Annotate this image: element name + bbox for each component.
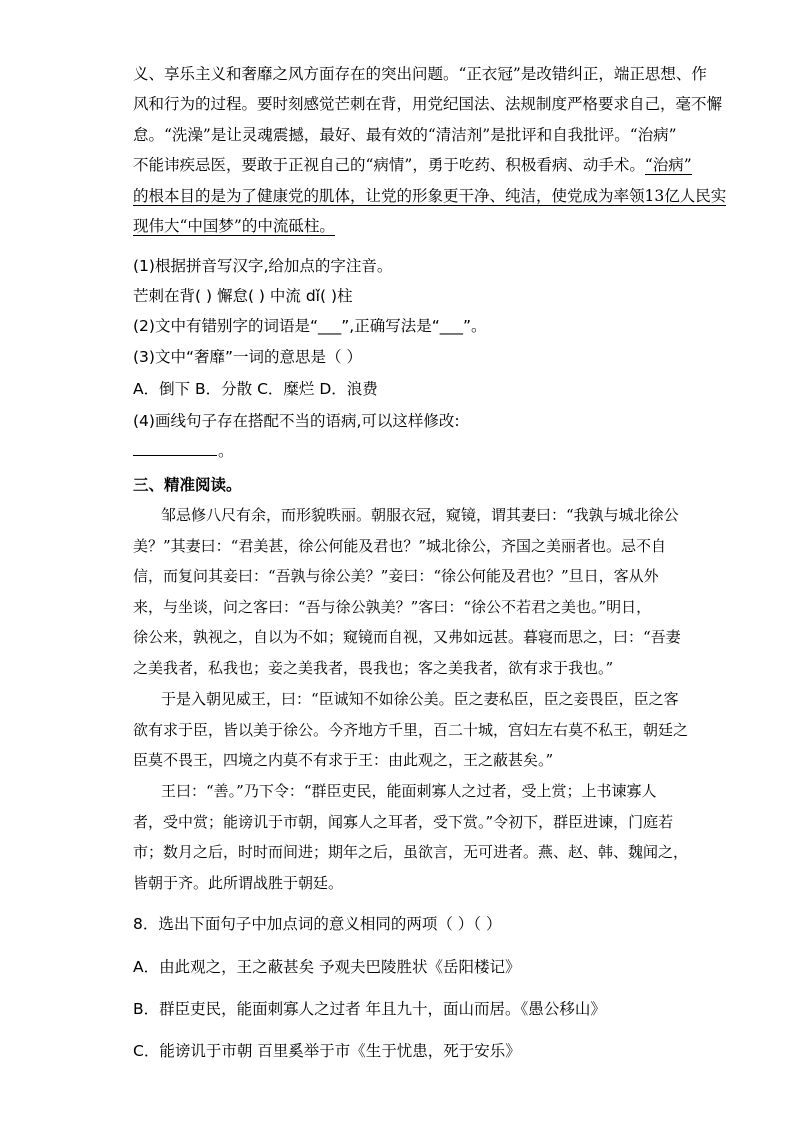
passage-paragraph — [133, 59, 727, 241]
passage-line: 怠。“洗澡”是让灵魂震撼，最好、最有效的“清洁剂”是批评和自我批评。“治病” — [133, 125, 677, 144]
underlined-sentence-start: “治病” — [644, 156, 692, 175]
classical-line: 市；数月之后，时时而间进；期年之后，虽欲言，无可进者。燕、赵、韩、魏闻之， — [133, 843, 689, 862]
question-8-option-a: A．由此观之，王之蔽甚矣 予观夫巴陵胜状《岳阳楼记》 — [133, 958, 521, 976]
classical-line: 信，而复问其妾曰：“吾孰与徐公美？”妾曰：“徐公何能及君也？”旦日，客从外 — [133, 567, 659, 586]
passage-line-4 — [133, 150, 692, 180]
classical-line: 臣莫不畏王，四境之内莫不有求于王：由此观之，王之蔽甚矣。” — [133, 751, 554, 770]
underlined-sentence-middle: 的根本目的是为了健康党的肌体，让党的形象更干净、纯洁，使党成为率领13亿人民实 — [133, 186, 727, 205]
question-8-option-c: C．能谤讥于市朝 百里奚举于市《生于忧患，死于安乐》 — [133, 1042, 521, 1060]
classical-line: 者，受中赏；能谤讥于市朝，闻寡人之耳者，受下赏。”令初下，群臣进谏，门庭若 — [133, 812, 674, 831]
question-4: (4)画线句子存在搭配不当的语病,可以这样修改: — [133, 412, 460, 430]
question-3: (3)文中“奢靡”一词的意思是（ ） — [133, 348, 362, 366]
question-1-items: 芒刺在背( ) 懈怠( ) 中流 dǐ( )柱 — [133, 287, 353, 305]
underlined-sentence-end: 现伟大“中国梦”的中流砥柱。 — [133, 216, 335, 235]
question-8: 8．选出下面句子中加点词的意义相同的两项（ ）（ ） — [133, 915, 502, 933]
passage-line-6 — [133, 211, 658, 241]
classical-line: 之美我者，私我也；妾之美我者，畏我也；客之美我者，欲有求于我也。” — [133, 658, 614, 677]
classical-paragraph-1 — [133, 500, 681, 684]
question-4-end: 。 — [218, 442, 234, 460]
passage-line-5 — [133, 181, 727, 211]
classical-line: 来，与坐谈，问之客曰：“吾与徐公孰美？”客曰：“徐公不若君之美也。”明日， — [133, 597, 652, 616]
classical-line: 美？”其妻曰：“君美甚，徐公何能及君也？”城北徐公，齐国之美丽者也。忌不自 — [133, 536, 667, 555]
passage-line: 风和行为的过程。要时刻感觉芒刺在背，用党纪国法、法规制度严格要求自己，毫不懈 — [133, 95, 723, 114]
classical-paragraph-3 — [133, 776, 689, 898]
passage-line-4-text: 不能讳疾忌医，要敢于正视自己的“病情”，勇于吃药、积极看病、动手术。 — [133, 156, 645, 175]
classical-line: 徐公来，孰视之，自以为不如；窥镜而自视，又弗如远甚。暮寝而思之，曰：“吾妻 — [133, 628, 681, 647]
question-2: (2)文中有错别字的词语是“___”,正确写法是“___”。 — [133, 317, 487, 335]
classical-line: 皆朝于齐。此所谓战胜于朝廷。 — [133, 873, 344, 892]
classical-paragraph-2 — [133, 684, 689, 776]
classical-line: 王曰：“善。”乃下令：“群臣吏民，能面刺寡人之过者，受上赏；上书谏寡人 — [161, 782, 657, 800]
passage-line: 义、享乐主义和奢靡之风方面存在的突出问题。“正衣冠”是改错纠正，端正思想、作 — [133, 65, 707, 83]
question-8-option-b: B．群臣吏民，能面刺寡人之过者 年且九十，面山而居。《愚公移山》 — [133, 1000, 606, 1018]
classical-line: 欲有求于臣，皆以美于徐公。今齐地方千里，百二十城，宫妇左右莫不私王，朝廷之 — [133, 720, 689, 739]
classical-line: 邹忌修八尺有余，而形貌昳丽。朝服衣冠，窥镜，谓其妻曰：“我孰与城北徐公 — [161, 506, 679, 524]
answer-blank-line — [133, 441, 217, 456]
section-title: 三、精准阅读。 — [133, 476, 242, 494]
question-3-options: A．倒下 B．分散 C．糜烂 D．浪费 — [133, 380, 378, 398]
classical-line: 于是入朝见威王，曰：“臣诚知不如徐公美。臣之妻私臣，臣之妾畏臣，臣之客 — [161, 690, 679, 708]
question-1: (1)根据拼音写汉字,给加点的字注音。 — [133, 257, 393, 275]
